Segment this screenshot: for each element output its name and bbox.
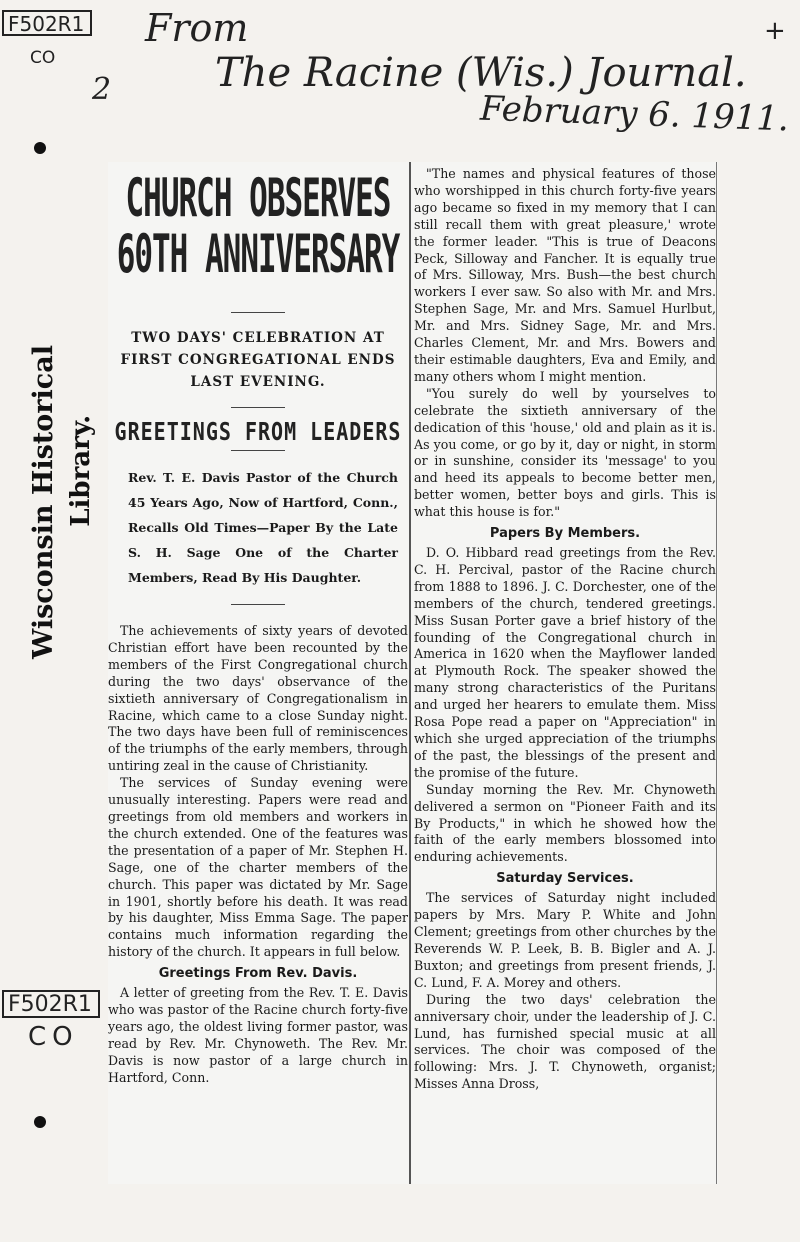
binding-hole: [34, 1116, 46, 1128]
catalog-stamp-suffix: CO: [28, 1022, 79, 1052]
library-stamp-line: Wisconsin Historical: [28, 345, 59, 659]
article-paragraph: "You surely do well by yourselves to celebrate the sixtieth anniversary of the dedication of this 'house,' old and plain as it is. As you come, or go by it, day or night, in storm or in sunshine, consider its 'message' to you and heed its appeals to become better men, better women, better boys and girls. This is what this house is for.": [414, 385, 716, 520]
article-paragraph: The services of Sunday evening were unusually interesting. Papers were read and greetings from old members and workers in the church extended. One of the features was the presentation of a paper of Mr. Stephen H. Sage, one of the charter members of the church. This paper was dictated by Mr. Sage in 1901, shortly before his death. It was read by his daughter, Miss Emma Sage. The paper contains much information regarding the history of the church. It appears in full below.: [108, 775, 408, 960]
column-divider: [716, 162, 717, 1184]
catalog-stamp-suffix: CO: [30, 48, 56, 68]
source-from-label: From: [145, 6, 249, 50]
article-paragraph: Sunday morning the Rev. Mr. Chynoweth delivered a sermon on "Pioneer Faith and its By Products," in which he showed how the faith of the early members blossomed into enduring achievements.: [414, 781, 716, 865]
library-stamp: [30, 345, 96, 665]
sub-headline: GREETINGS FROM LEADERS: [114, 416, 402, 446]
newspaper-clipping: [108, 162, 718, 1184]
left-column: [108, 162, 408, 1087]
summary-deck: Rev. T. E. Davis Pastor of the Church 45 Years Ago, Now of Hartford, Conn., Recalls Old Times—Paper By the Late S. H. Sage One of the Charter Members, Read By His Daughter.: [128, 470, 398, 585]
source-publication: The Racine (Wis.) Journal.: [215, 50, 747, 96]
headline: CHURCH OBSERVES: [125, 168, 391, 230]
right-column: [414, 162, 716, 1093]
article-paragraph: "The names and physical features of those who worshipped in this church forty-five years ago became so fixed in my memory that I can still recall them with great pleasure,' wrote the former leader. "This is true of Deacons Peck, Silloway and Fancher. It is equally true of Mrs. Silloway, Mrs. Bush—the best church workers I ever saw. So also with Mr. and Mrs. Stephen Sage, Mr. and Mrs. Samuel Hurlbut, Mr. and Mrs. Sidney Sage, Mr. and Mrs. Charles Clement, Mr. and Mrs. Bowers and their estimable daughters, Eva and Emily, and many others whom I might mention.: [414, 166, 716, 384]
source-date: February 6. 1911.: [479, 88, 790, 140]
catalog-stamp: F502R1: [2, 10, 92, 36]
section-subheading: Greetings From Rev. Davis.: [158, 966, 358, 982]
headline: 60TH ANNIVERSARY: [116, 224, 400, 286]
library-stamp-line: Library.: [66, 415, 96, 527]
article-paragraph: D. O. Hibbard read greetings from the Rev. C. H. Percival, pastor of the Racine church from 1888 to 1896. J. C. Dorchester, one of the members of the church, tendered greetings. Miss Susan Porter gave a brief history of the founding of the Congregational church in America in 1620 when the Mayflower landed at Plymouth Rock. The speaker showed the many strong characteristics of the Puritans and urged her hearers to emulate them. Miss Rosa Pope read a paper on "Appreciation" in which she urged appreciation of the triumphs of the past, the blessings of the present and the promise of the future.: [414, 545, 716, 780]
column-divider: [409, 162, 411, 1184]
binding-hole: [34, 142, 46, 154]
article-paragraph: A letter of greeting from the Rev. T. E. Davis who was pastor of the Racine church forty-five years ago, the oldest living former pastor, was read by Rev. Mr. Chynoweth. The Rev. Mr. Davis is now pastor of a large church in Hartford, Conn.: [108, 985, 408, 1085]
deck-heading: TWO DAYS' CELEBRATION AT FIRST CONGREGATIONAL ENDS LAST EVENING.: [120, 330, 396, 390]
page-number: 2: [92, 72, 112, 107]
article-paragraph: The services of Saturday night included papers by Mrs. Mary P. White and John Clement; greetings from other churches by the Reverends W. P. Leek, B. B. Bigler and A. J. Buxton; and greetings from present friends, J. C. Lund, F. A. Morey and others.: [414, 890, 716, 990]
plus-mark: +: [764, 16, 786, 46]
article-paragraph: During the two days' celebration the anniversary choir, under the leadership of J. C. Lund, has furnished special music at all services. The choir was composed of the following: Mrs. J. T. Chynoweth, organist; Misses Anna Dross,: [414, 991, 716, 1092]
section-subheading: Saturday Services.: [496, 871, 634, 887]
section-subheading: Papers By Members.: [489, 526, 641, 542]
article-paragraph: The achievements of sixty years of devoted Christian effort have been recounted by the members of the First Congregational church during the two days' observance of the sixtieth anniversary of Congregationalism in Racine, which came to a close Sunday night. The two days have been full of reminiscences of the triumphs of the early members, through untiring zeal in the cause of Christianity.: [108, 623, 408, 774]
catalog-stamp: F502R1: [2, 990, 100, 1018]
